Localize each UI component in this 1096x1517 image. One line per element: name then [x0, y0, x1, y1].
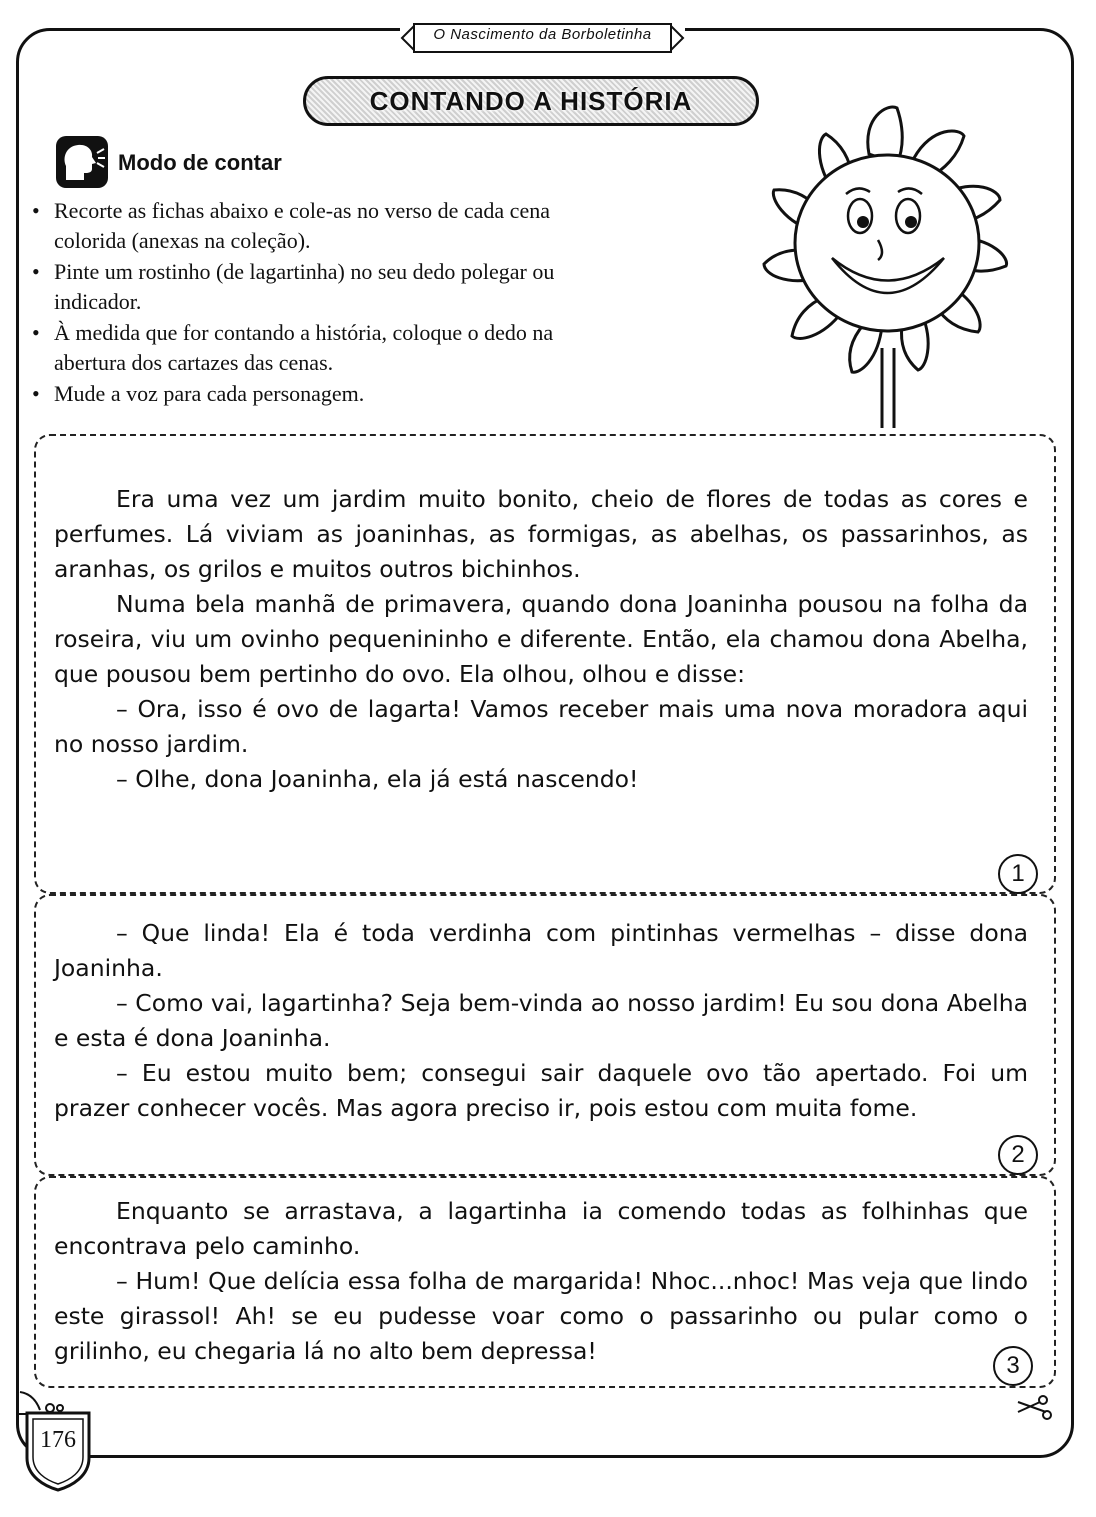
scene-1-text: [54, 482, 1028, 797]
book-title-banner: [400, 20, 685, 56]
scene-2-text: [54, 916, 1028, 1126]
scene-3-text: [54, 1194, 1028, 1369]
story-paragraph: Enquanto se arrastava, a lagartinha ia comendo todas as folhinhas que encontrava pelo caminho.: [54, 1197, 1028, 1260]
scissors-icon: [1016, 1394, 1056, 1422]
story-paragraph: – Ora, isso é ovo de lagarta! Vamos receber mais uma nova moradora aqui no nosso jardim.: [54, 695, 1028, 758]
story-paragraph: – Como vai, lagartinha? Seja bem-vinda ao nosso jardim! Eu sou dona Abelha e esta é dona Joaninha.: [54, 989, 1028, 1052]
story-paragraph: Era uma vez um jardim muito bonito, cheio de flores de todas as cores e perfumes. Lá viviam as joaninhas, as formigas, as abelhas, os passarinhos, as aranhas, os grilos e muitos outros bichinhos.: [54, 485, 1028, 583]
story-paragraph: – Eu estou muito bem; consegui sair daquele ovo tão apertado. Foi um prazer conhecer vocês. Mas agora preciso ir, pois estou com muita fome.: [54, 1059, 1028, 1122]
story-paragraph: – Que linda! Ela é toda verdinha com pintinhas vermelhas – disse dona Joaninha.: [54, 919, 1028, 982]
instructions-list: [30, 196, 610, 410]
story-paragraph: – Olhe, dona Joaninha, ela já está nascendo!: [116, 765, 639, 793]
instruction-item: • À medida que for contando a história, coloque o dedo na abertura dos cartazes das cenas.: [30, 318, 610, 378]
mode-heading: Modo de contar: [118, 150, 282, 175]
page-number: 176: [40, 1427, 76, 1453]
scene-number-3: 3: [993, 1346, 1033, 1386]
story-paragraph: – Hum! Que delícia essa folha de margarida! Nhoc...nhoc! Mas veja que lindo este girassol! Ah! se eu pudesse voar como o passarinho ou pular como o grilinho, eu chegaria lá no alto bem depressa!: [54, 1267, 1028, 1365]
scene-number-2: 2: [998, 1135, 1038, 1175]
instruction-item: • Pinte um rostinho (de lagartinha) no seu dedo polegar ou indicador.: [30, 257, 610, 317]
story-paragraph: Numa bela manhã de primavera, quando dona Joaninha pousou na folha da roseira, viu um ovinho pequenininho e diferente. Então, ela chamou dona Abelha, que pousou bem pertinho do ovo. Ela olhou, olhou e disse:: [54, 590, 1028, 688]
book-title: O Nascimento da Borboletinha: [433, 26, 652, 43]
instruction-item: • Mude a voz para cada personagem.: [30, 379, 610, 409]
instruction-item: • Recorte as fichas abaixo e cole-as no verso de cada cena colorida (anexas na coleção).: [30, 196, 610, 256]
speaking-head-icon: [56, 136, 108, 188]
section-title: CONTANDO A HISTÓRIA: [369, 85, 693, 116]
scene-number-1: 1: [998, 854, 1038, 894]
sunflower-illustration: [682, 98, 1062, 438]
